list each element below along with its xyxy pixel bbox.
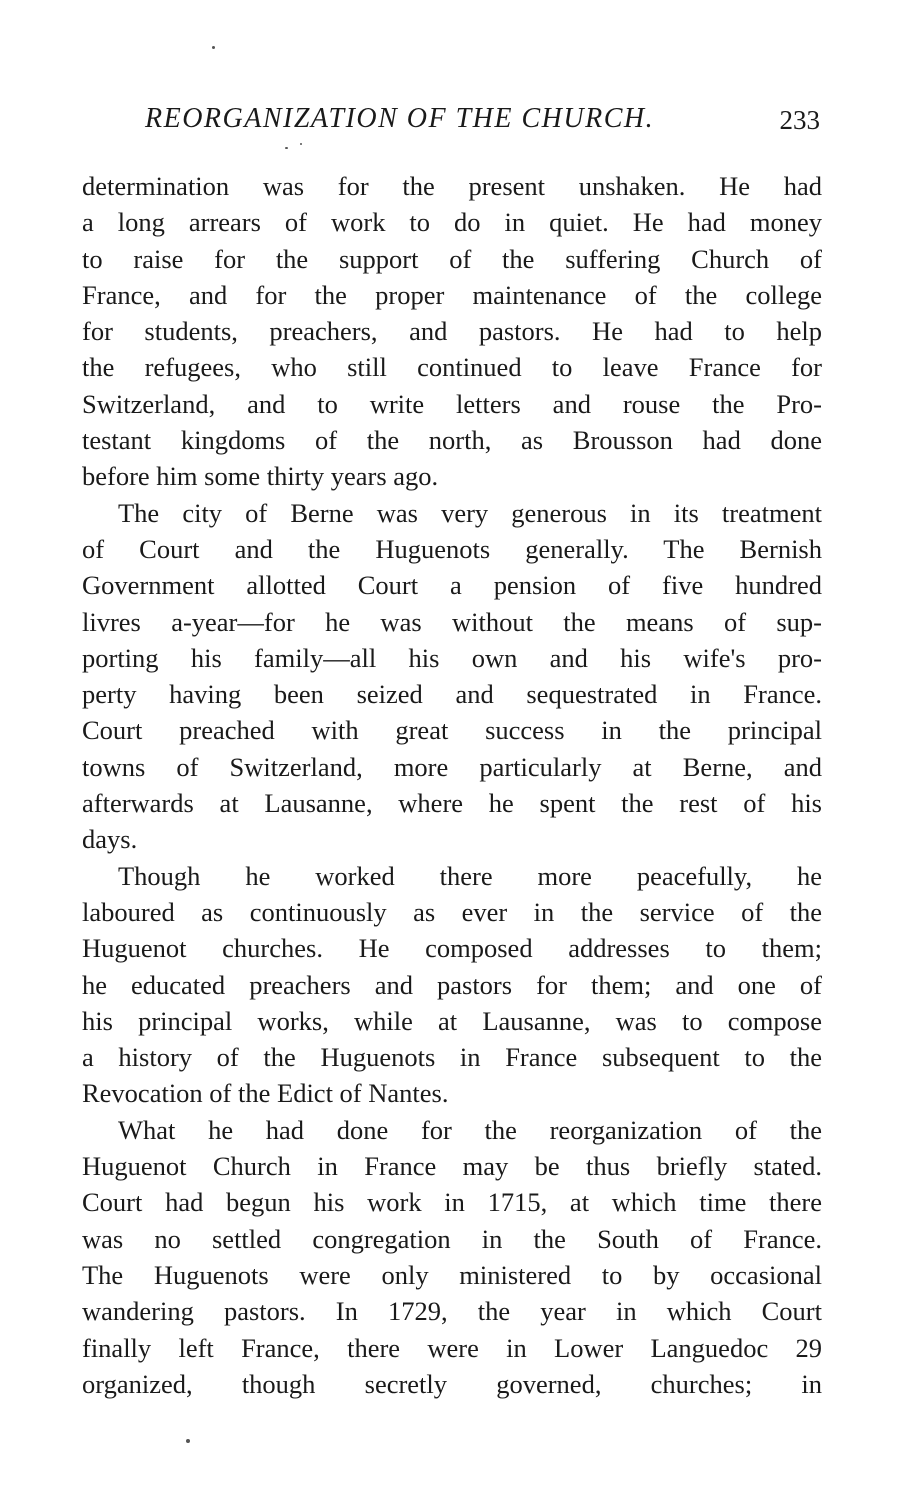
text-line: a history of the Huguenots in France subsequent to the xyxy=(82,1042,822,1073)
text-line: The Huguenots were only ministered to by occasional xyxy=(82,1259,822,1290)
text-line: Revocation of the Edict of Nantes. xyxy=(82,1078,449,1109)
text-line: for students, preachers, and pastors. He had to help xyxy=(82,316,822,347)
page-number: 233 xyxy=(779,105,820,135)
text-line: to raise for the support of the suffering Church of xyxy=(82,243,822,274)
running-title: REORGANIZATION OF THE CHURCH. xyxy=(145,103,655,134)
text-line: organized, though secretly governed, churches; in xyxy=(82,1368,822,1399)
text-line: towns of Switzerland, more particularly at Berne, and xyxy=(82,751,822,782)
paragraph-4 xyxy=(82,1112,822,1402)
text-line: Court preached with great success in the principal xyxy=(82,715,822,746)
text-line: Court had begun his work in 1715, at which time there xyxy=(82,1187,822,1218)
text-line: before him some thirty years ago. xyxy=(82,461,439,492)
paragraph-3 xyxy=(82,858,822,1112)
text-line: finally left France, there were in Lower Languedoc 29 xyxy=(82,1332,822,1363)
ink-speck-top xyxy=(212,46,215,49)
body-text xyxy=(82,168,822,1402)
text-line: Huguenot churches. He composed addresses to them; xyxy=(82,933,822,964)
text-line: his principal works, while at Lausanne, was to compose xyxy=(82,1005,822,1036)
text-line: laboured as continuously as ever in the service of the xyxy=(82,896,822,927)
text-line: Switzerland, and to write letters and rouse the Pro- xyxy=(82,388,822,419)
paragraph-1 xyxy=(82,168,822,495)
text-line: The city of Berne was very generous in its treatment xyxy=(118,497,822,528)
running-head xyxy=(0,103,820,143)
paragraph-2 xyxy=(82,495,822,858)
ink-speck-under-head-2 xyxy=(300,143,302,145)
text-line: What he had done for the reorganization of the xyxy=(118,1114,822,1145)
text-line: livres a-year—for he was without the means of sup- xyxy=(82,606,822,637)
text-line: days. xyxy=(82,824,138,855)
ink-speck-under-head xyxy=(285,147,288,149)
text-line: the refugees, who still continued to leave France for xyxy=(82,352,822,383)
text-line: afterwards at Lausanne, where he spent the rest of his xyxy=(82,788,822,819)
text-line: wandering pastors. In 1729, the year in which Court xyxy=(82,1296,822,1327)
text-line: of Court and the Huguenots generally. The Bernish xyxy=(82,533,822,564)
text-line: Huguenot Church in France may be thus briefly stated. xyxy=(82,1151,822,1182)
text-line: porting his family—all his own and his wife's pro- xyxy=(82,642,822,673)
text-line: a long arrears of work to do in quiet. He had money xyxy=(82,207,822,238)
text-line: France, and for the proper maintenance of the college xyxy=(82,279,822,310)
text-line: Government allotted Court a pension of five hundred xyxy=(82,570,822,601)
text-line: was no settled congregation in the South of France. xyxy=(82,1223,822,1254)
text-line: testant kingdoms of the north, as Brousson had done xyxy=(82,425,822,456)
ink-speck-bottom xyxy=(186,1439,190,1443)
text-line: Though he worked there more peacefully, he xyxy=(118,860,822,891)
text-line: determination was for the present unshaken. He had xyxy=(82,171,822,201)
text-line: he educated preachers and pastors for them; and one of xyxy=(82,969,822,1000)
text-line: perty having been seized and sequestrated in France. xyxy=(82,679,822,710)
